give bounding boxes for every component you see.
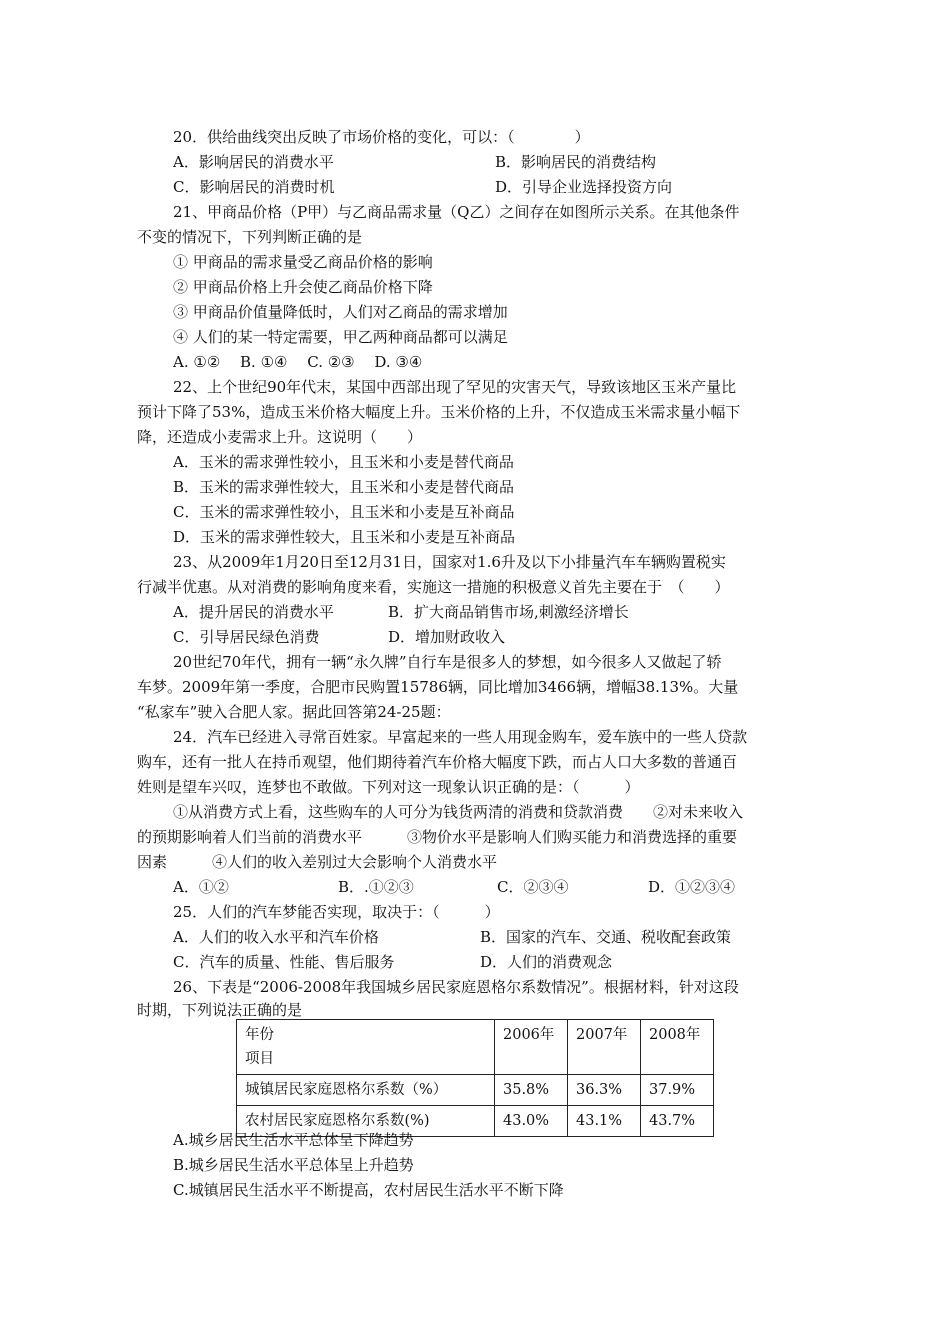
q21-item-2: ② 甲商品价格上升会使乙商品价格下降: [173, 278, 433, 296]
table-row-label: 城镇居民家庭恩格尔系数（%）: [237, 1075, 495, 1106]
q24-option-b: B．.①②③: [338, 878, 414, 896]
intro-line-2: 车梦。2009年第一季度，合肥市民购置15786辆，同比增加3466辆，增幅38.13%。大量: [137, 678, 739, 696]
q25-option-a: A．人们的收入水平和汽车价格: [173, 928, 379, 946]
engel-coefficient-table: [236, 1019, 714, 1137]
q25-option-d: D．人们的消费观念: [480, 953, 613, 971]
q22-stem-line-3: 降，还造成小麦需求上升。这说明（ ）: [137, 428, 423, 446]
q24-item-line-3: 因素 ④人们的收入差别过大会影响个人消费水平: [137, 853, 498, 871]
table-cell: 43.0%: [495, 1106, 568, 1137]
table-row: [237, 1075, 714, 1106]
q25-option-b: B．国家的汽车、交通、税收配套政策: [480, 928, 732, 946]
q22-option-c: C．玉米的需求弹性较小，且玉米和小麦是互补商品: [173, 503, 515, 521]
table-cell: 35.8%: [495, 1075, 568, 1106]
table-cell: 43.7%: [641, 1106, 714, 1137]
q20-stem: 20．供给曲线突出反映了市场价格的变化，可以：（ ）: [173, 128, 590, 146]
q24-item-line-2: 的预期影响着人们当前的消费水平 ③物价水平是影响人们购买能力和消费选择的重要: [137, 828, 738, 846]
q23-option-c: C．引导居民绿色消费: [173, 628, 320, 646]
q26-option-c: C.城镇居民生活水平不断提高，农村居民生活水平不断下降: [173, 1181, 564, 1199]
q21-stem-line-1: 21、甲商品价格（P甲）与乙商品需求量（Q乙）之间存在如图所示关系。在其他条件: [173, 203, 740, 221]
intro-line-3: “私家车”驶入合肥人家。据此回答第24-25题：: [137, 703, 451, 721]
q21-stem-line-2: 不变的情况下，下列判断正确的是: [137, 228, 363, 246]
q20-option-a: A．影响居民的消费水平: [173, 153, 334, 171]
q24-stem-line-1: 24．汽车已经进入寻常百姓家。早富起来的一些人用现金购车，爱车族中的一些人贷款: [173, 728, 748, 746]
table-cell: 37.9%: [641, 1075, 714, 1106]
q21-item-4: ④ 人们的某一特定需要，甲乙两种商品都可以满足: [173, 328, 508, 346]
q25-stem: 25．人们的汽车梦能否实现，取决于：（ ）: [173, 903, 500, 921]
q24-stem-line-2: 购车，还有一批人在持币观望，他们期待着汽车价格大幅度下跌，而占人口大多数的普通百: [137, 753, 738, 771]
q22-option-b: B．玉米的需求弹性较大，且玉米和小麦是替代商品: [173, 478, 515, 496]
q22-option-a: A．玉米的需求弹性较小，且玉米和小麦是替代商品: [173, 453, 514, 471]
table-year-2007: 2007年: [568, 1020, 641, 1075]
q23-option-a: A．提升居民的消费水平: [173, 603, 334, 621]
q22-option-d: D．玉米的需求弹性较大，且玉米和小麦是互补商品: [173, 528, 516, 546]
table-cell: 43.1%: [568, 1106, 641, 1137]
table-row-label: 农村居民家庭恩格尔系数(%): [237, 1106, 495, 1137]
header-item-label: 项目: [245, 1051, 274, 1067]
q23-stem-line-1: 23、从2009年1月20日至12月31日，国家对1.6升及以下小排量汽车车辆购置税实: [173, 553, 726, 571]
q23-option-d: D．增加财政收入: [388, 628, 506, 646]
q26-stem-line-2: 时期，下列说法正确的是: [137, 1001, 303, 1019]
table-cell: 36.3%: [568, 1075, 641, 1106]
table-header-row: [237, 1020, 714, 1075]
q21-item-1: ① 甲商品的需求量受乙商品价格的影响: [173, 253, 433, 271]
q21-item-3: ③ 甲商品价值量降低时，人们对乙商品的需求增加: [173, 303, 508, 321]
q26-option-b: B.城乡居民生活水平总体呈上升趋势: [173, 1156, 414, 1174]
q20-option-d: D．引导企业选择投资方向: [495, 178, 673, 196]
header-year-label: 年份: [245, 1027, 274, 1043]
q26-stem-line-1: 26、下表是“2006-2008年我国城乡居民家庭恩格尔系数情况”。根据材料，针对这段: [173, 978, 739, 996]
q22-stem-line-1: 22、上个世纪90年代末，某国中西部出现了罕见的灾害天气，导致该地区玉米产量比: [173, 378, 737, 396]
q23-option-b: B．扩大商品销售市场,刺激经济增长: [388, 603, 629, 621]
q24-stem-line-3: 姓则是望车兴叹，连梦也不敢做。下列对这一现象认识正确的是：（ ）: [137, 778, 640, 796]
q22-stem-line-2: 预计下降了53%，造成玉米价格大幅度上升。玉米价格的上升，不仅造成玉米需求量小幅下: [137, 403, 741, 421]
q26-option-a: A.城乡居民生活水平总体呈下降趋势: [173, 1131, 414, 1149]
intro-line-1: 20世纪70年代，拥有一辆“永久牌”自行车是很多人的梦想，如今很多人又做起了轿: [173, 653, 722, 671]
q23-stem-line-2: 行减半优惠。从对消费的影响角度来看，实施这一措施的积极意义首先主要在于 （ ）: [137, 578, 730, 596]
table-year-2006: 2006年: [495, 1020, 568, 1075]
table-year-2008: 2008年: [641, 1020, 714, 1075]
q24-option-c: C．②③④: [497, 878, 569, 896]
q20-option-c: C．影响居民的消费时机: [173, 178, 335, 196]
table-header-corner: [237, 1020, 495, 1075]
q24-option-d: D．①②③④: [648, 878, 736, 896]
q20-option-b: B．影响居民的消费结构: [495, 153, 657, 171]
q25-option-c: C．汽车的质量、性能、售后服务: [173, 953, 395, 971]
q24-option-a: A．①②: [173, 878, 229, 896]
q21-options: A. ①② B. ①④ C. ②③ D. ③④: [173, 353, 423, 371]
q24-item-line-1: ①从消费方式上看，这些购车的人可分为钱货两清的消费和贷款消费 ②对未来收入: [173, 803, 744, 821]
